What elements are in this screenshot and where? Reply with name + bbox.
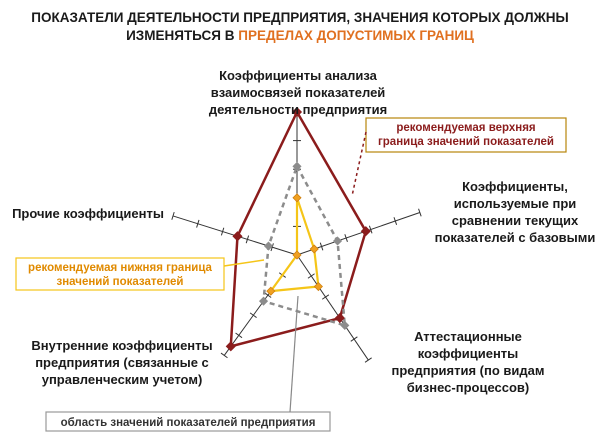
marker-actual-2 [341, 321, 349, 329]
marker-actual-3 [260, 297, 268, 305]
axis-label-2 [391, 329, 544, 395]
marker-upper-3 [226, 342, 235, 351]
axis-label-line: взаимосвязей показателей [210, 85, 386, 100]
callout-actual-text: область значений показателей предприятия [60, 417, 316, 429]
axis-label-line: деятельности предприятия [208, 102, 388, 117]
axis-label-line: предприятия (связанные с [35, 355, 209, 370]
radar-axis-tick [365, 358, 372, 362]
radar-axis-tick [221, 353, 227, 358]
radar-axis-tick [351, 337, 358, 341]
axis-label-0 [209, 68, 387, 117]
radar-axis-2 [297, 255, 368, 360]
axis-label-line: Коэффициенты, [462, 179, 568, 194]
marker-upper-2 [335, 314, 344, 323]
radar-polygons [231, 112, 366, 346]
axis-label-line: предприятия (по видам [391, 363, 545, 378]
series-polygon-actual [264, 166, 345, 325]
axis-label-line: бизнес-процессов) [406, 380, 530, 395]
axis-label-line: Прочие коэффициенты [12, 206, 164, 221]
radar-axis-tick [250, 313, 256, 318]
callout-upper-text: рекомендуемая верхняя [396, 122, 536, 134]
axis-label-line: Коэффициенты анализа [219, 68, 377, 83]
chart-title-prefix: ИЗМЕНЯТЬСЯ В [126, 28, 239, 43]
marker-lower-1 [310, 245, 318, 253]
axis-label-line: показателей с базовыми [434, 230, 596, 245]
axis-label-1 [435, 179, 596, 245]
axis-label-line: коэффициенты [417, 346, 519, 361]
axis-label-4 [12, 206, 164, 221]
radar-axis-tick [322, 295, 329, 299]
axis-label-line: управленческим учетом) [41, 372, 203, 387]
callout-lower-leader [224, 260, 264, 266]
chart-title-line-1: ПОКАЗАТЕЛИ ДЕЯТЕЛЬНОСТИ ПРЕДПРИЯТИЯ, ЗНАЧЕНИЯ КОТОРЫХ ДОЛЖНЫ [31, 10, 569, 25]
callout-upper-leader [352, 132, 366, 196]
series-polygon-lower [271, 198, 319, 291]
radar-axis-tick [308, 274, 315, 278]
axis-label-line: Аттестационные [414, 329, 522, 344]
callout-actual-leader [290, 296, 298, 412]
marker-lower-0 [293, 194, 301, 202]
axis-label-3 [31, 338, 212, 387]
axis-label-line: Внутренние коэффициенты [31, 338, 213, 353]
radar-markers [226, 108, 370, 351]
radar-axis-tick [236, 333, 242, 338]
callout-lower-text: рекомендуемая нижняя граница [28, 262, 212, 274]
axis-label-line: сравнении текущих [451, 213, 579, 228]
axis-label-line: используемые при [453, 196, 577, 211]
callout-upper-text: граница значений показателей [377, 136, 555, 148]
chart-title-accent: ПРЕДЕЛАХ ДОПУСТИМЫХ ГРАНИЦ [238, 28, 474, 43]
callout-lower-text: значений показателей [56, 276, 184, 288]
marker-upper-4 [233, 232, 242, 241]
axis-labels [12, 68, 595, 395]
marker-lower-2 [314, 283, 322, 291]
chart-title-line-2 [126, 28, 474, 43]
